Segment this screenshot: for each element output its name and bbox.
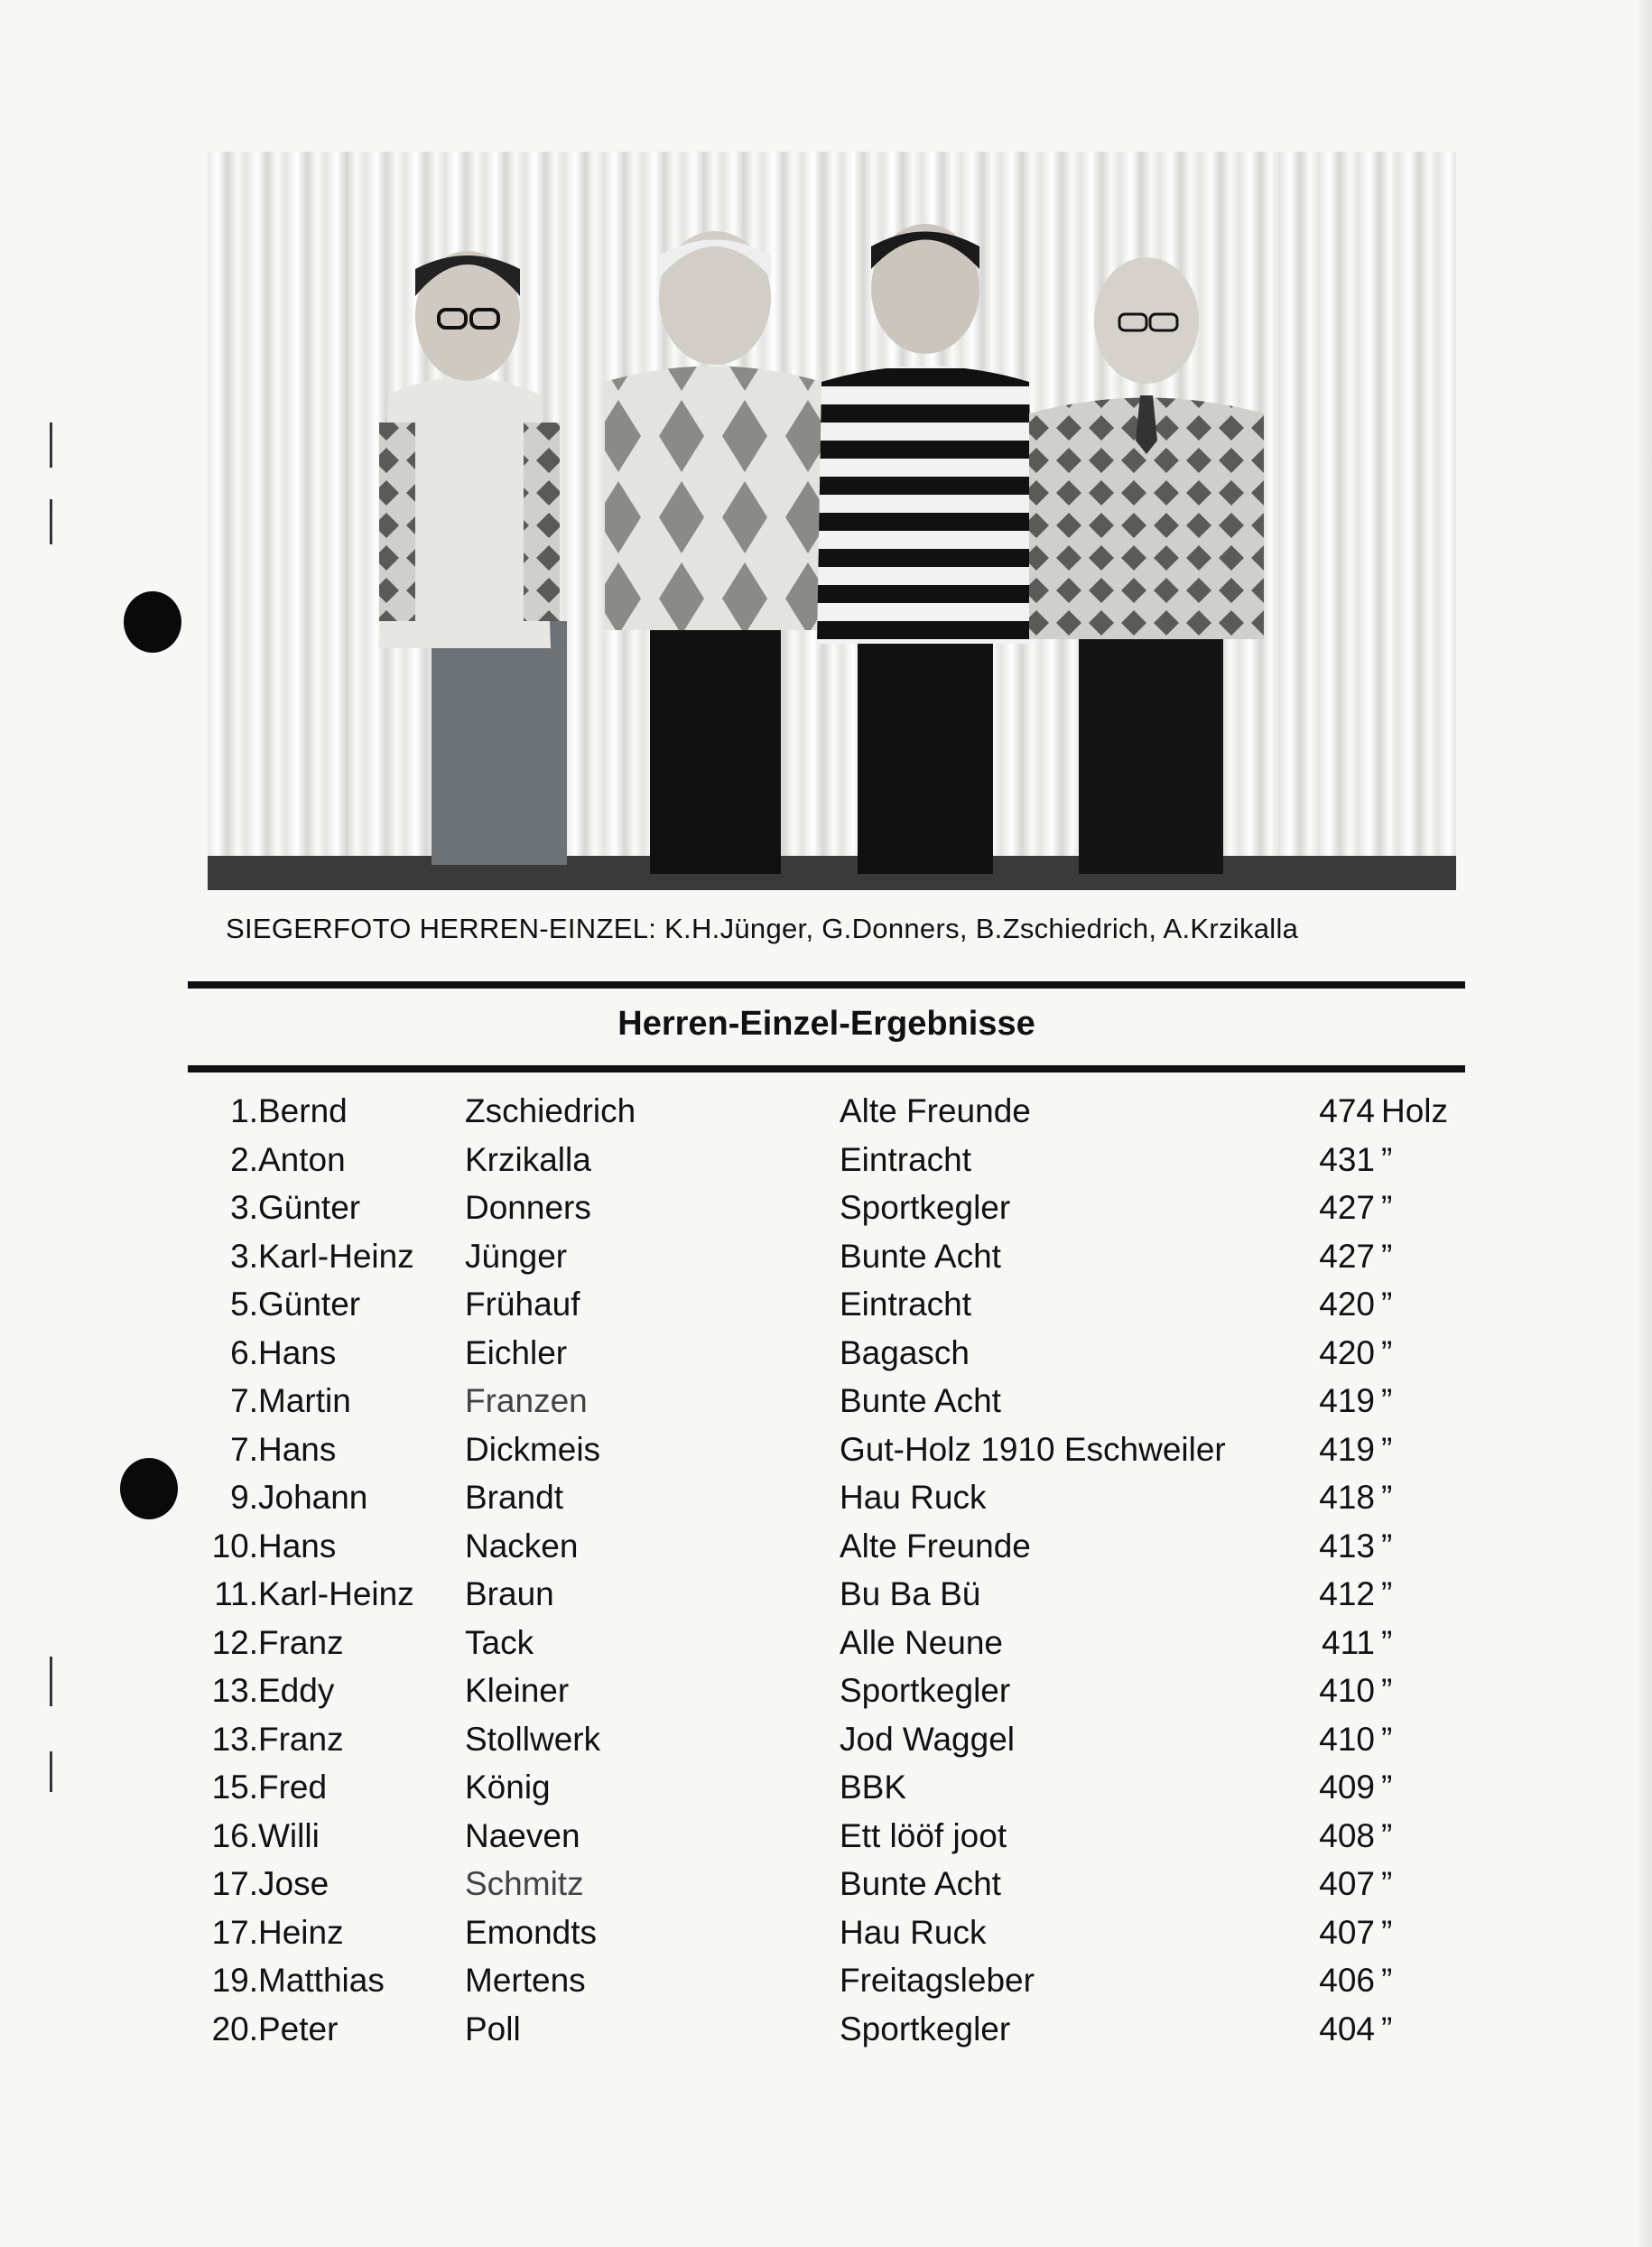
score-cell: 407 [1319,1865,1375,1902]
first-name-cell: Anton [258,1140,346,1178]
score-cell: 412 [1319,1575,1375,1612]
rank-cell: 1. [230,1092,258,1129]
table-row [188,1817,1465,1866]
unit-cell: ” [1381,1479,1393,1516]
rank-cell: 3. [230,1189,258,1226]
club-cell: Sportkegler [840,2010,1011,2047]
score-cell: 427 [1319,1237,1375,1275]
first-name-cell: Martin [258,1382,351,1419]
first-name-cell: Günter [258,1286,361,1323]
last-name-cell: Kleiner [465,1672,570,1709]
rank-cell: 15. [211,1769,258,1806]
score-cell: 413 [1319,1527,1375,1565]
first-name-cell: Hans [258,1430,337,1468]
table-row [188,1624,1465,1673]
first-name-cell: Franz [258,1720,344,1758]
club-cell: Sportkegler [840,1189,1011,1226]
table-row [188,1141,1465,1190]
score-cell: 410 [1319,1720,1375,1758]
first-name-cell: Eddy [258,1672,335,1709]
club-cell: Bagasch [840,1333,970,1371]
club-cell: Eintracht [840,1286,972,1323]
score-cell: 474 [1319,1092,1375,1129]
rank-cell: 5. [230,1286,258,1323]
rank-cell: 2. [230,1140,258,1178]
last-name-cell: Schmitz [465,1865,584,1902]
rank-cell: 10. [211,1527,258,1565]
table-row [188,1334,1465,1383]
score-cell: 406 [1319,1962,1375,1999]
table-row [188,1382,1465,1431]
table-row [188,1092,1465,1141]
scan-mark [50,1751,52,1792]
unit-cell: ” [1381,2010,1393,2047]
last-name-cell: Eichler [465,1333,568,1371]
score-cell: 420 [1319,1286,1375,1323]
punch-hole-top [124,591,181,653]
last-name-cell: Braun [465,1575,554,1612]
last-name-cell: Poll [465,2010,521,2047]
last-name-cell: Donners [465,1189,591,1226]
club-cell: Ett lööf joot [840,1816,1007,1854]
rank-cell: 12. [211,1623,258,1661]
rank-cell: 9. [230,1479,258,1516]
club-cell: Sportkegler [840,1672,1011,1709]
last-name-cell: Jünger [465,1237,568,1275]
club-cell: Eintracht [840,1140,972,1178]
table-row [188,1672,1465,1721]
table-row [188,1431,1465,1480]
unit-cell: ” [1381,1913,1393,1951]
table-row [188,1865,1465,1914]
table-row [188,1721,1465,1769]
unit-cell: ” [1381,1575,1393,1612]
top-rule [188,981,1465,989]
score-cell: 411 [1322,1623,1375,1661]
rank-cell: 16. [211,1816,258,1854]
winners-photo [208,152,1456,890]
first-name-cell: Johann [258,1479,368,1516]
rank-cell: 11. [214,1575,258,1612]
punch-hole-bottom [120,1458,178,1519]
page-edge [1636,0,1652,2247]
scan-mark [50,1657,52,1706]
rank-cell: 6. [230,1333,258,1371]
last-name-cell: Stollwerk [465,1720,601,1758]
score-cell: 404 [1319,2010,1375,2047]
first-name-cell: Karl-Heinz [258,1237,414,1275]
rank-cell: 13. [211,1720,258,1758]
table-row [188,1527,1465,1576]
score-cell: 427 [1319,1189,1375,1226]
unit-cell: ” [1381,1286,1393,1323]
club-cell: Freitagsleber [840,1962,1035,1999]
first-name-cell: Heinz [258,1913,344,1951]
table-row [188,1962,1465,2010]
last-name-cell: Nacken [465,1527,579,1565]
score-cell: 409 [1319,1769,1375,1806]
club-cell: Gut-Holz 1910 Eschweiler [840,1430,1226,1468]
table-row [188,2010,1465,2059]
rank-cell: 7. [230,1382,258,1419]
first-name-cell: Karl-Heinz [258,1575,414,1612]
rank-cell: 20. [211,2010,258,2047]
last-name-cell: Mertens [465,1962,586,1999]
scan-mark [50,422,52,468]
unit-cell: ” [1381,1527,1393,1565]
club-cell: Jod Waggel [840,1720,1016,1758]
results-table [188,1092,1465,2058]
score-cell: 419 [1319,1382,1375,1419]
unit-cell: ” [1381,1140,1393,1178]
unit-cell: ” [1381,1720,1393,1758]
table-row [188,1479,1465,1527]
score-cell: 418 [1319,1479,1375,1516]
table-row [188,1575,1465,1624]
last-name-cell: König [465,1769,551,1806]
club-cell: Bunte Acht [840,1382,1001,1419]
club-cell: Alle Neune [840,1623,1004,1661]
last-name-cell: Tack [465,1623,534,1661]
unit-cell: ” [1381,1382,1393,1419]
rank-cell: 17. [211,1913,258,1951]
last-name-cell: Naeven [465,1816,580,1854]
last-name-cell: Zschiedrich [465,1092,636,1129]
score-cell: 408 [1319,1816,1375,1854]
club-cell: Bu Ba Bü [840,1575,981,1612]
scan-mark [50,499,52,544]
unit-cell: ” [1381,1865,1393,1902]
first-name-cell: Fred [258,1769,328,1806]
club-cell: Alte Freunde [840,1092,1031,1129]
club-cell: Hau Ruck [840,1913,987,1951]
unit-cell: ” [1381,1816,1393,1854]
first-name-cell: Jose [258,1865,329,1902]
unit-cell: ” [1381,1672,1393,1709]
last-name-cell: Frühauf [465,1286,580,1323]
last-name-cell: Brandt [465,1479,564,1516]
first-name-cell: Peter [258,2010,339,2047]
club-cell: Bunte Acht [840,1865,1001,1902]
last-name-cell: Dickmeis [465,1430,601,1468]
club-cell: BBK [840,1769,907,1806]
first-name-cell: Günter [258,1189,361,1226]
results-title: Herren-Einzel-Ergebnisse [617,1005,1035,1043]
rank-cell: 7. [230,1430,258,1468]
table-row [188,1914,1465,1963]
score-cell: 407 [1319,1913,1375,1951]
score-cell: 419 [1319,1430,1375,1468]
first-name-cell: Matthias [258,1962,385,1999]
unit-cell: ” [1381,1623,1393,1661]
table-row [188,1286,1465,1334]
first-name-cell: Bernd [258,1092,348,1129]
score-cell: 410 [1319,1672,1375,1709]
rank-cell: 3. [230,1237,258,1275]
first-name-cell: Hans [258,1333,337,1371]
first-name-cell: Willi [258,1816,320,1854]
table-row [188,1769,1465,1817]
club-cell: Hau Ruck [840,1479,987,1516]
rank-cell: 13. [211,1672,258,1709]
unit-cell: ” [1381,1769,1393,1806]
unit-cell: Holz [1381,1092,1449,1129]
last-name-cell: Emondts [465,1913,598,1951]
header-rule [188,1065,1465,1072]
score-cell: 420 [1319,1333,1375,1371]
unit-cell: ” [1381,1189,1393,1226]
first-name-cell: Hans [258,1527,337,1565]
rank-cell: 19. [211,1962,258,1999]
photo-caption: SIEGERFOTO HERREN-EINZEL: K.H.Jünger, G.Donners, B.Zschiedrich, A.Krzikalla [226,913,1299,944]
rank-cell: 17. [211,1865,258,1902]
score-cell: 431 [1319,1140,1375,1178]
last-name-cell: Franzen [465,1382,588,1419]
club-cell: Alte Freunde [840,1527,1031,1565]
last-name-cell: Krzikalla [465,1140,591,1178]
table-row [188,1238,1465,1286]
club-cell: Bunte Acht [840,1237,1001,1275]
table-row [188,1189,1465,1238]
first-name-cell: Franz [258,1623,344,1661]
unit-cell: ” [1381,1237,1393,1275]
unit-cell: ” [1381,1430,1393,1468]
unit-cell: ” [1381,1333,1393,1371]
unit-cell: ” [1381,1962,1393,1999]
